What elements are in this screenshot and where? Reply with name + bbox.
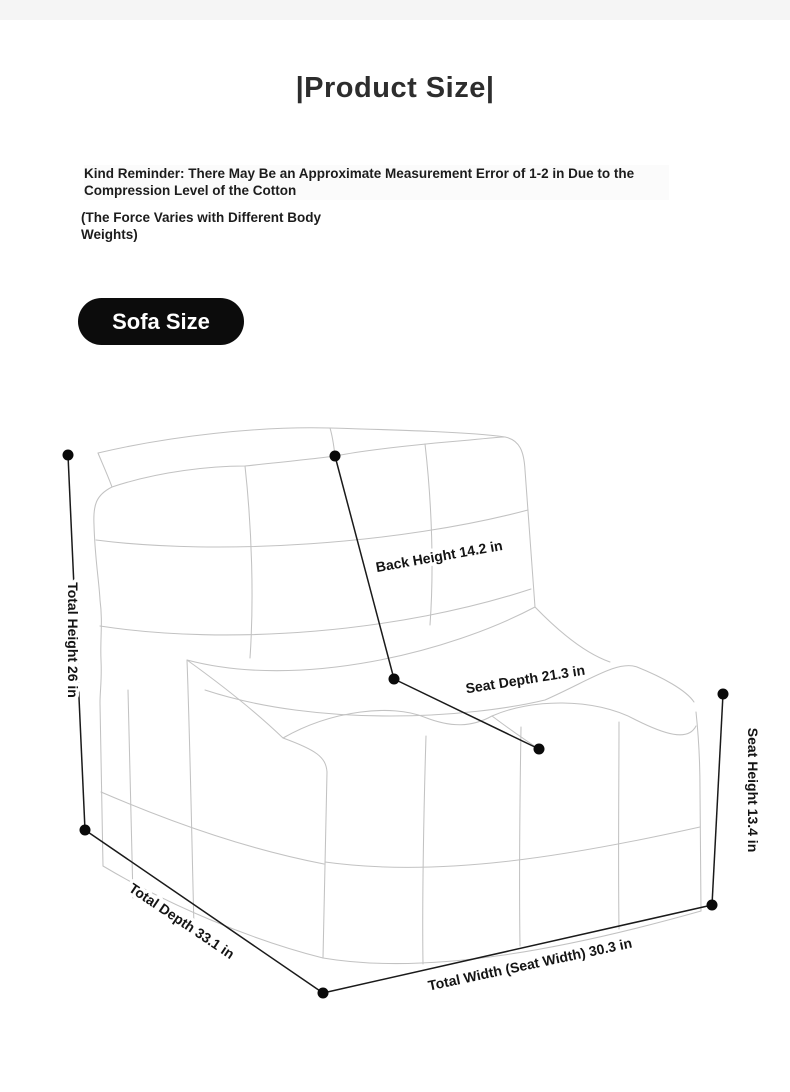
total-width-line [323, 905, 712, 993]
total-depth-label: Total Depth 33.1 in [126, 879, 238, 962]
kind-reminder-text: Kind Reminder: There May Be an Approximate Measurement Error of 1-2 in Due to the Compression Level of the Cotton [84, 165, 669, 200]
dimension-endpoint-dot [63, 450, 74, 461]
sofa-size-pill-label: Sofa Size [112, 308, 210, 334]
dimension-endpoint-dot [534, 744, 545, 755]
total-depth-line [85, 830, 323, 993]
total-width-label: Total Width (Seat Width) 30.3 in [426, 934, 634, 994]
back-height-label: Back Height 14.2 in [374, 537, 504, 576]
seat-depth-label: Seat Depth 21.3 in [464, 661, 587, 697]
dimension-endpoint-dot [389, 674, 400, 685]
dimension-endpoint-dot [330, 451, 341, 462]
seat-height-line [712, 694, 723, 905]
seat-height-label: Seat Height 13.4 in [745, 727, 761, 853]
dimension-labels [65, 537, 761, 994]
page-title: |Product Size| [295, 72, 495, 105]
dimension-endpoint-dot [718, 689, 729, 700]
dimension-endpoint-dot [707, 900, 718, 911]
sofa-sketch [94, 428, 701, 964]
dimension-endpoint-dot [80, 825, 91, 836]
dimension-endpoint-dot [318, 988, 329, 999]
total-height-label: Total Height 26 in [65, 582, 81, 698]
force-note-text: (The Force Varies with Different Body Weights) [81, 209, 322, 242]
